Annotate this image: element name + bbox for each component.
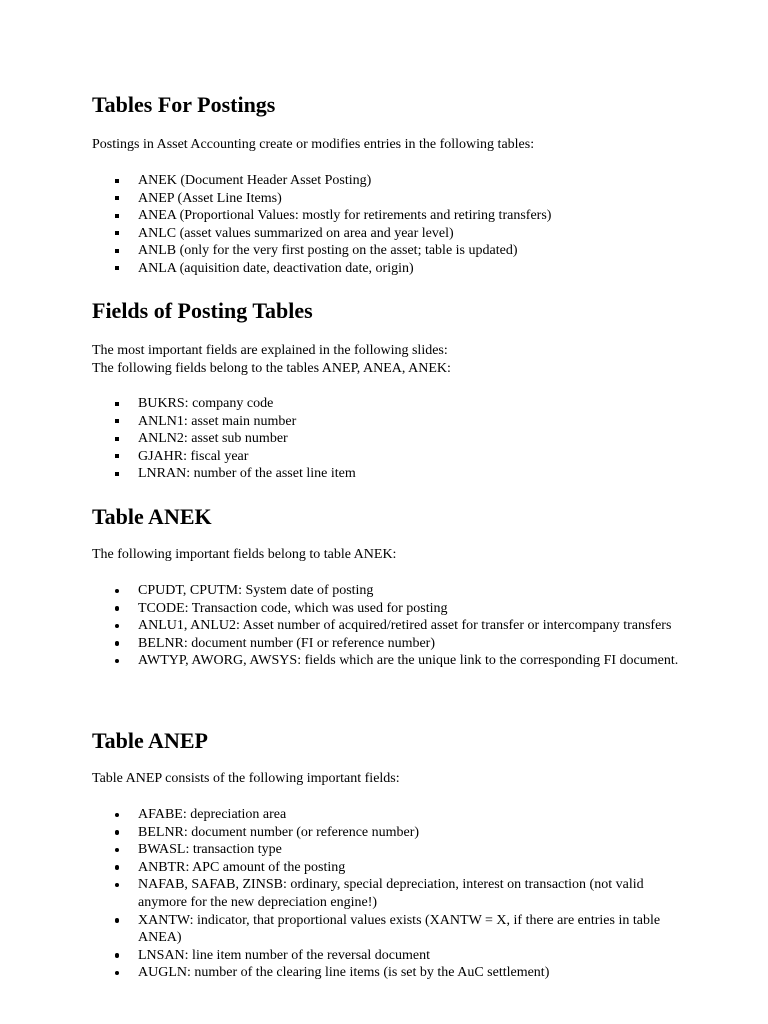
list-item: TCODE: Transaction code, which was used for posting [112, 600, 682, 618]
list-item: ANLC (asset values summarized on area and year level) [112, 225, 682, 243]
section-intro: Table ANEP consists of the following important fields: [92, 771, 400, 786]
list-item: GJAHR: fiscal year [112, 448, 682, 466]
list-item: BELNR: document number (or reference number) [112, 824, 682, 842]
section-intro: The most important fields are explained in the following slides: [92, 343, 448, 358]
list-item: ANLN2: asset sub number [112, 430, 682, 448]
section-intro: The following fields belong to the tables ANEP, ANEA, ANEK: [92, 360, 451, 376]
tables-list [112, 172, 682, 278]
list-item: LNRAN: number of the asset line item [112, 465, 682, 483]
list-item: ANLB (only for the very first posting on the asset; table is updated) [112, 242, 682, 260]
list-item: ANLA (aquisition date, deactivation date, origin) [112, 260, 682, 278]
list-item: ANEA (Proportional Values: mostly for retirements and retiring transfers) [112, 207, 682, 225]
section-heading-fields-of-posting-tables: Fields of Posting Tables [92, 298, 313, 323]
list-item: AWTYP, AWORG, AWSYS: fields which are the unique link to the corresponding FI document. [112, 652, 682, 670]
list-item: BELNR: document number (FI or reference number) [112, 635, 682, 653]
list-item: AFABE: depreciation area [112, 806, 682, 824]
section-intro: The following important fields belong to table ANEK: [92, 547, 397, 562]
list-item: ANEK (Document Header Asset Posting) [112, 172, 682, 190]
list-item: BUKRS: company code [112, 395, 682, 413]
section-heading-table-anek: Table ANEK [92, 504, 212, 529]
list-item: CPUDT, CPUTM: System date of posting [112, 582, 682, 600]
list-item: ANEP (Asset Line Items) [112, 190, 682, 208]
list-item: LNSAN: line item number of the reversal document [112, 947, 682, 965]
section-heading-tables-for-postings: Tables For Postings [92, 92, 276, 117]
fields-list [112, 395, 682, 483]
list-item: AUGLN: number of the clearing line items (is set by the AuC settlement) [112, 964, 682, 982]
list-item: ANLU1, ANLU2: Asset number of acquired/retired asset for transfer or intercompany transfers [112, 617, 682, 635]
anek-fields-list [112, 582, 682, 670]
list-item: ANBTR: APC amount of the posting [112, 859, 682, 877]
list-item: XANTW: indicator, that proportional values exists (XANTW = X, if there are entries in table ANEA) [112, 912, 682, 947]
list-item: NAFAB, SAFAB, ZINSB: ordinary, special depreciation, interest on transaction (not valid anymore for the new depreciation engine!) [112, 876, 682, 911]
section-intro: Postings in Asset Accounting create or modifies entries in the following tables: [92, 137, 535, 152]
list-item: BWASL: transaction type [112, 841, 682, 859]
list-item: ANLN1: asset main number [112, 413, 682, 431]
anep-fields-list [112, 806, 682, 982]
section-heading-table-anep: Table ANEP [92, 728, 208, 753]
